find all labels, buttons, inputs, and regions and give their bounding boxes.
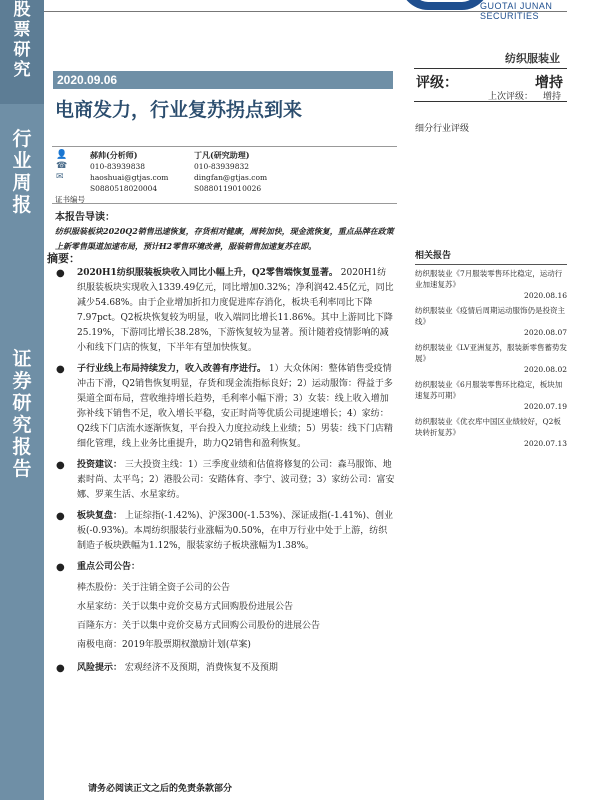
email-icon: ✉ [56,172,64,182]
cert-label: 证书编号 [55,195,85,204]
summary-bullet: ● 子行业线上布局持续发力，收入改善有序进行。 1）大众休闲：整体销售受疫情冲击下滑，Q2销售恢复明显，存货和现金流指标良好；2）运动服饰：得益于多渠道全面布局，营收维持增长趋势，毛利率小幅下滑；3）女装：线上收入增加弥补线下销售不足，收入增长平稳，安正时尚等优质公司提速增长；4）家纺：Q2线下门店流水逐渐恢复，平台投入力度拉动线上业绩；5）男装：线下门店精细化管理，线上业务比重提升，助力Q2销售和盈利恢复。 [56,364,393,449]
related-report-date: 2020.08.16 [524,291,567,300]
rating-value: 增持 [535,75,563,91]
list-item: 百隆东方：关于以集中竞价交易方式回购公司股份的进展公告 [77,621,321,631]
phone-icon: ☎ [56,161,68,171]
sector-label: 纺织服装业 [505,52,560,65]
bullet-icon: ● [56,511,65,522]
disclaimer-footer: 请务必阅读正文之后的免责条款部分 [88,784,233,794]
person-icon: 👤 [56,150,68,160]
guide-heading: 本报告导读： [55,212,115,223]
summary-bullet: ● 重点公司公告： [56,562,141,573]
author-block [52,146,397,204]
sub-industry-rating-label: 细分行业评级 [415,124,470,134]
author-cert: S0880518020004 [90,184,158,193]
related-report-link[interactable]: 纺织服装业《优衣库中国区业绩较好，Q2板块转折复苏》 [415,417,561,437]
related-report-link[interactable]: 纺织服装业《疫情后周期运动服饰仍是投资主线》 [415,306,565,326]
related-report-link[interactable]: 纺织服装业《7月服装零售环比稳定，运动行业加速复苏》 [415,269,563,289]
side-label-stock-research: 股 票 研 究 [0,0,44,104]
bullet-icon: ● [56,364,65,375]
author-2 [194,150,267,194]
risk-bullet: ● 风险提示： 宏观经济不及预期，消费恢复不及预期 [56,663,278,674]
company-logo-text: GUOTAI JUNAN SECURITIES [480,1,553,21]
related-report-date: 2020.07.19 [524,402,567,411]
company-announcement-list [55,579,395,655]
side-label-industry-weekly: 行 业 周 报 [12,128,32,216]
author-email[interactable]: dingfan@gtjas.com [194,173,268,182]
bullet-icon: ● [56,460,65,471]
summary-bullets [55,266,395,682]
side-bar [0,0,44,800]
bullet-icon: ● [56,268,65,279]
author-cert: S0880119010026 [194,184,262,193]
summary-bullet: ● 2020H1纺织服装板块收入同比小幅上升，Q2零售端恢复显著。 2020H1纺织服装板块实现收入1339.49亿元，同比增加0.32%；净利润42.45亿元，同比减少54.68%。由于企业增加折扣力度促进库存消化，板块毛利率同比下降7.97pct。Q2板块恢复较为明显，收入端同比增长11.86%。其中上游同比下降25.19%，下游同比增长38.28%，下游恢复较为显著。预计随着疫情影响的减小和线下门店的恢复，下半年有望加快恢复。 [56,268,394,353]
author-email[interactable]: haoshuai@gtjas.com [90,173,169,182]
header-rule [44,11,567,12]
side-label-securities-report: 证 券 研 究 报 告 [12,348,32,480]
related-report-link[interactable]: 纺织服装业《6月服装零售环比稳定，板块加速复苏可期》 [415,380,563,400]
related-report-date: 2020.08.02 [524,365,567,374]
list-item: 水星家纺：关于以集中竞价交易方式回购股份进展公告 [77,602,294,612]
rating-label: 评级： [416,75,458,91]
rating-box [414,68,567,102]
bullet-icon: ● [56,562,65,573]
report-date: 2020.09.06 [53,71,393,89]
related-report-date: 2020.08.07 [524,328,567,337]
related-report-link[interactable]: 纺织服装业《LV亚洲复苏，服装新零售蓄势发展》 [415,343,568,363]
summary-bullet: ● 板块复盘： 上证综指(-1.42%)、沪深300(-1.53%)、深证成指(-1.41%)、创业板(-0.93%)。本周纺织服装行业涨幅为0.50%，在申万行业中处于上游，纺织制造子板块跌幅为1.12%，服装家纺子板块涨幅为1.38%。 [56,511,394,551]
report-title: 电商发力，行业复苏拐点到来 [55,99,303,121]
previous-rating-value: 增持 [542,92,561,102]
author-phone: 010-83939838 [90,162,146,171]
related-report-date: 2020.07.13 [524,439,567,448]
bullet-icon: ● [56,663,65,674]
author-1 [90,150,168,194]
guide-text: 纺织服装板块2020Q2销售迅速恢复，存货相对健康，周转加快，现金流恢复，重点品牌在政策上新零售渠道加速布局，预计H2零售环境改善，服装销售加速复苏在即。 [55,226,394,251]
previous-rating-label: 上次评级： [488,92,534,102]
author-name: 郝帅(分析师) [90,150,138,160]
summary-heading: 摘要： [47,252,80,265]
related-reports-heading: 相关报告 [415,250,567,265]
related-reports [415,250,567,453]
list-item: 南极电商：2019年股票期权激励计划(草案) [77,640,251,650]
author-name: 丁凡(研究助理) [194,150,250,160]
author-phone: 010-83939832 [194,162,250,171]
summary-bullet: ● 投资建议： 三大投资主线：1）三季度业绩和估值将修复的公司：森马服饰、地素时尚、太平鸟；2）港股公司：安踏体育、李宁、波司登；3）家纺公司：富安娜、罗莱生活、水星家纺。 [56,460,395,500]
list-item: 棒杰股份：关于注销全资子公司的公告 [77,583,231,593]
